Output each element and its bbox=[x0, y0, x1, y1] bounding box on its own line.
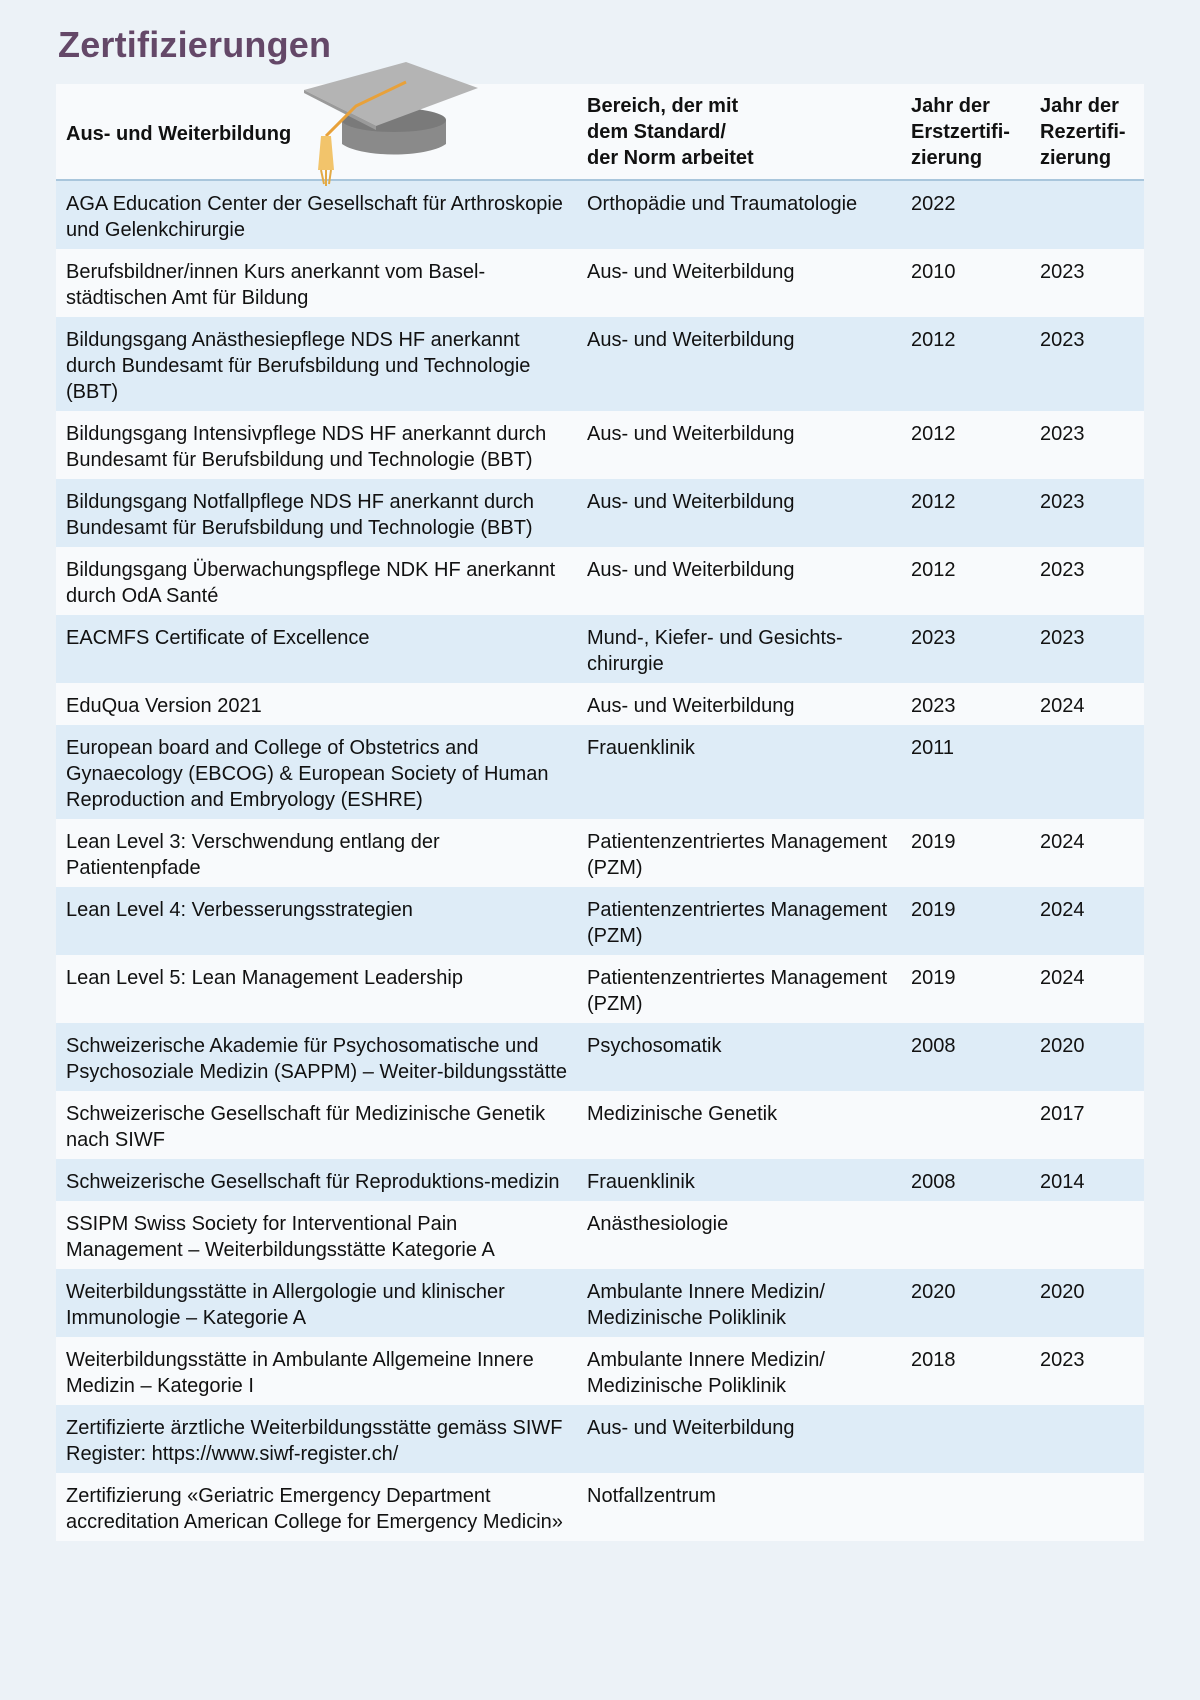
cell-recert-year: 2020 bbox=[1040, 1035, 1085, 1057]
cell-first-year: 2022 bbox=[911, 193, 956, 215]
cell-recert-year bbox=[1030, 725, 1144, 819]
cell-name: Lean Level 3: Verschwendung entlang der Patientenpfade bbox=[66, 831, 440, 879]
cell-first-year bbox=[901, 1091, 1030, 1159]
table-row bbox=[56, 1269, 1144, 1337]
cell-name: EduQua Version 2021 bbox=[66, 695, 262, 717]
table-header-row bbox=[56, 84, 1144, 180]
cell-name: AGA Education Center der Gesellschaft für Arthroskopie und Gelenkchirurgie bbox=[66, 193, 563, 241]
cell-first-year: 2012 bbox=[911, 329, 956, 351]
cell-area: Patientenzentriertes Management (PZM) bbox=[587, 831, 888, 879]
cell-recert-year: 2023 bbox=[1040, 627, 1085, 649]
header-area-line: Bereich, der mit bbox=[587, 95, 739, 117]
table-row bbox=[56, 180, 1144, 249]
cell-area: Aus- und Weiterbildung bbox=[587, 559, 795, 581]
cell-area: Aus- und Weiterbildung bbox=[587, 261, 795, 283]
cell-name: Lean Level 4: Verbesserungsstrategien bbox=[66, 899, 413, 921]
table-row bbox=[56, 547, 1144, 615]
table-row bbox=[56, 249, 1144, 317]
cell-name: Schweizerische Gesellschaft für Reproduktions-medizin bbox=[66, 1171, 560, 1193]
cell-recert-year bbox=[1030, 1201, 1144, 1269]
header-first-line: zierung bbox=[911, 147, 983, 169]
table-row bbox=[56, 683, 1144, 725]
cell-name: Weiterbildungsstätte in Ambulante Allgemeine Innere Medizin – Kategorie I bbox=[66, 1349, 534, 1397]
cell-recert-year bbox=[1030, 180, 1144, 249]
cell-recert-year: 2023 bbox=[1040, 261, 1085, 283]
header-first-certification bbox=[901, 84, 1030, 180]
header-recertification bbox=[1030, 84, 1144, 180]
cell-first-year bbox=[901, 1201, 1030, 1269]
header-recert-line: zierung bbox=[1040, 147, 1112, 169]
cell-first-year bbox=[901, 1473, 1030, 1541]
cell-area: Aus- und Weiterbildung bbox=[587, 1417, 795, 1439]
cell-name: Bildungsgang Notfallpflege NDS HF anerkannt durch Bundesamt für Berufsbildung und Technologie (BBT) bbox=[66, 491, 535, 539]
certifications-table bbox=[56, 84, 1144, 1541]
cell-name: Schweizerische Akademie für Psychosomatische und Psychosoziale Medizin (SAPPM) – Weiter-bildungsstätte bbox=[66, 1035, 567, 1083]
table-row bbox=[56, 955, 1144, 1023]
cell-first-year: 2012 bbox=[911, 559, 956, 581]
cell-name: Bildungsgang Intensivpflege NDS HF anerkannt durch Bundesamt für Berufsbildung und Technologie (BBT) bbox=[66, 423, 547, 471]
cell-recert-year: 2023 bbox=[1040, 423, 1085, 445]
header-area-line: dem Standard/ bbox=[587, 121, 726, 143]
header-first-line: Jahr der bbox=[911, 95, 990, 117]
cell-recert-year: 2023 bbox=[1040, 491, 1085, 513]
cell-recert-year bbox=[1030, 1405, 1144, 1473]
cell-name: Berufsbildner/innen Kurs anerkannt vom Basel-städtischen Amt für Bildung bbox=[66, 261, 486, 309]
cell-area: Aus- und Weiterbildung bbox=[587, 423, 795, 445]
cell-recert-year: 2020 bbox=[1040, 1281, 1085, 1303]
header-first-line: Erstzertifi- bbox=[911, 121, 1010, 143]
cell-area: Ambulante Innere Medizin/ Medizinische Poliklinik bbox=[587, 1281, 825, 1329]
cell-name: Zertifizierung «Geriatric Emergency Department accreditation American College for Emergency Medicin» bbox=[66, 1485, 563, 1533]
cell-first-year: 2012 bbox=[911, 423, 956, 445]
cell-area: Frauenklinik bbox=[587, 737, 695, 759]
cell-area: Notfallzentrum bbox=[587, 1485, 716, 1507]
cell-recert-year: 2024 bbox=[1040, 695, 1085, 717]
graduation-cap-icon bbox=[304, 60, 484, 190]
cell-name: Lean Level 5: Lean Management Leadership bbox=[66, 967, 463, 989]
table-row bbox=[56, 1337, 1144, 1405]
cell-area: Patientenzentriertes Management (PZM) bbox=[587, 899, 888, 947]
header-education: Aus- und Weiterbildung bbox=[56, 84, 577, 180]
cell-area: Anästhesiologie bbox=[587, 1213, 729, 1235]
cell-recert-year bbox=[1030, 1473, 1144, 1541]
table-row bbox=[56, 1159, 1144, 1201]
table-row bbox=[56, 1091, 1144, 1159]
cell-first-year: 2010 bbox=[911, 261, 956, 283]
cell-first-year: 2023 bbox=[911, 627, 956, 649]
cell-area: Medizinische Genetik bbox=[587, 1103, 778, 1125]
cell-area: Ambulante Innere Medizin/ Medizinische Poliklinik bbox=[587, 1349, 825, 1397]
cell-area: Mund-, Kiefer- und Gesichts-chirurgie bbox=[587, 627, 843, 675]
table-row bbox=[56, 1201, 1144, 1269]
cell-name: Weiterbildungsstätte in Allergologie und klinischer Immunologie – Kategorie A bbox=[66, 1281, 505, 1329]
cell-recert-year: 2014 bbox=[1040, 1171, 1085, 1193]
cell-recert-year: 2024 bbox=[1040, 967, 1085, 989]
table-row bbox=[56, 1473, 1144, 1541]
cell-first-year: 2019 bbox=[911, 967, 956, 989]
cell-name: SSIPM Swiss Society for Interventional Pain Management – Weiterbildungsstätte Kategorie A bbox=[66, 1213, 495, 1261]
page-title: Zertifizierungen bbox=[58, 24, 332, 65]
cell-first-year: 2008 bbox=[911, 1035, 956, 1057]
cell-first-year bbox=[901, 1405, 1030, 1473]
cell-first-year: 2011 bbox=[911, 737, 955, 759]
table-row bbox=[56, 411, 1144, 479]
cell-recert-year: 2023 bbox=[1040, 559, 1085, 581]
cell-name: Zertifizierte ärztliche Weiterbildungsstätte gemäss SIWF Register: https://www.siwf-register.ch/ bbox=[66, 1417, 563, 1465]
header-recert-line: Jahr der bbox=[1040, 95, 1119, 117]
cell-name: European board and College of Obstetrics and Gynaecology (EBCOG) & European Society of Human Reproduction and Embryology (ESHRE) bbox=[66, 737, 549, 811]
cell-first-year: 2023 bbox=[911, 695, 956, 717]
table-row bbox=[56, 317, 1144, 411]
cell-recert-year: 2023 bbox=[1040, 329, 1085, 351]
table-row bbox=[56, 887, 1144, 955]
table-row bbox=[56, 819, 1144, 887]
cell-area: Orthopädie und Traumatologie bbox=[587, 193, 858, 215]
table-row bbox=[56, 479, 1144, 547]
table-row bbox=[56, 615, 1144, 683]
cell-recert-year: 2023 bbox=[1040, 1349, 1085, 1371]
header-area bbox=[577, 84, 901, 180]
cell-area: Patientenzentriertes Management (PZM) bbox=[587, 967, 888, 1015]
cell-name: EACMFS Certificate of Excellence bbox=[66, 627, 370, 649]
cell-first-year: 2008 bbox=[911, 1171, 956, 1193]
cell-area: Aus- und Weiterbildung bbox=[587, 491, 795, 513]
table-row bbox=[56, 1023, 1144, 1091]
cell-first-year: 2019 bbox=[911, 831, 956, 853]
cell-recert-year: 2017 bbox=[1040, 1103, 1085, 1125]
cell-first-year: 2018 bbox=[911, 1349, 956, 1371]
cell-area: Aus- und Weiterbildung bbox=[587, 329, 795, 351]
table-row bbox=[56, 1405, 1144, 1473]
cell-name: Bildungsgang Überwachungspflege NDK HF anerkannt durch OdA Santé bbox=[66, 559, 556, 607]
cell-first-year: 2020 bbox=[911, 1281, 956, 1303]
cell-recert-year: 2024 bbox=[1040, 899, 1085, 921]
header-recert-line: Rezertifi- bbox=[1040, 121, 1126, 143]
cell-name: Schweizerische Gesellschaft für Medizinische Genetik nach SIWF bbox=[66, 1103, 546, 1151]
table-row bbox=[56, 725, 1144, 819]
cell-first-year: 2012 bbox=[911, 491, 956, 513]
cell-name: Bildungsgang Anästhesiepflege NDS HF anerkannt durch Bundesamt für Berufsbildung und Technologie (BBT) bbox=[66, 329, 531, 403]
cell-area: Psychosomatik bbox=[587, 1035, 722, 1057]
header-area-line: der Norm arbeitet bbox=[587, 147, 754, 169]
cell-recert-year: 2024 bbox=[1040, 831, 1085, 853]
cell-first-year: 2019 bbox=[911, 899, 956, 921]
cell-area: Aus- und Weiterbildung bbox=[587, 695, 795, 717]
cell-area: Frauenklinik bbox=[587, 1171, 695, 1193]
